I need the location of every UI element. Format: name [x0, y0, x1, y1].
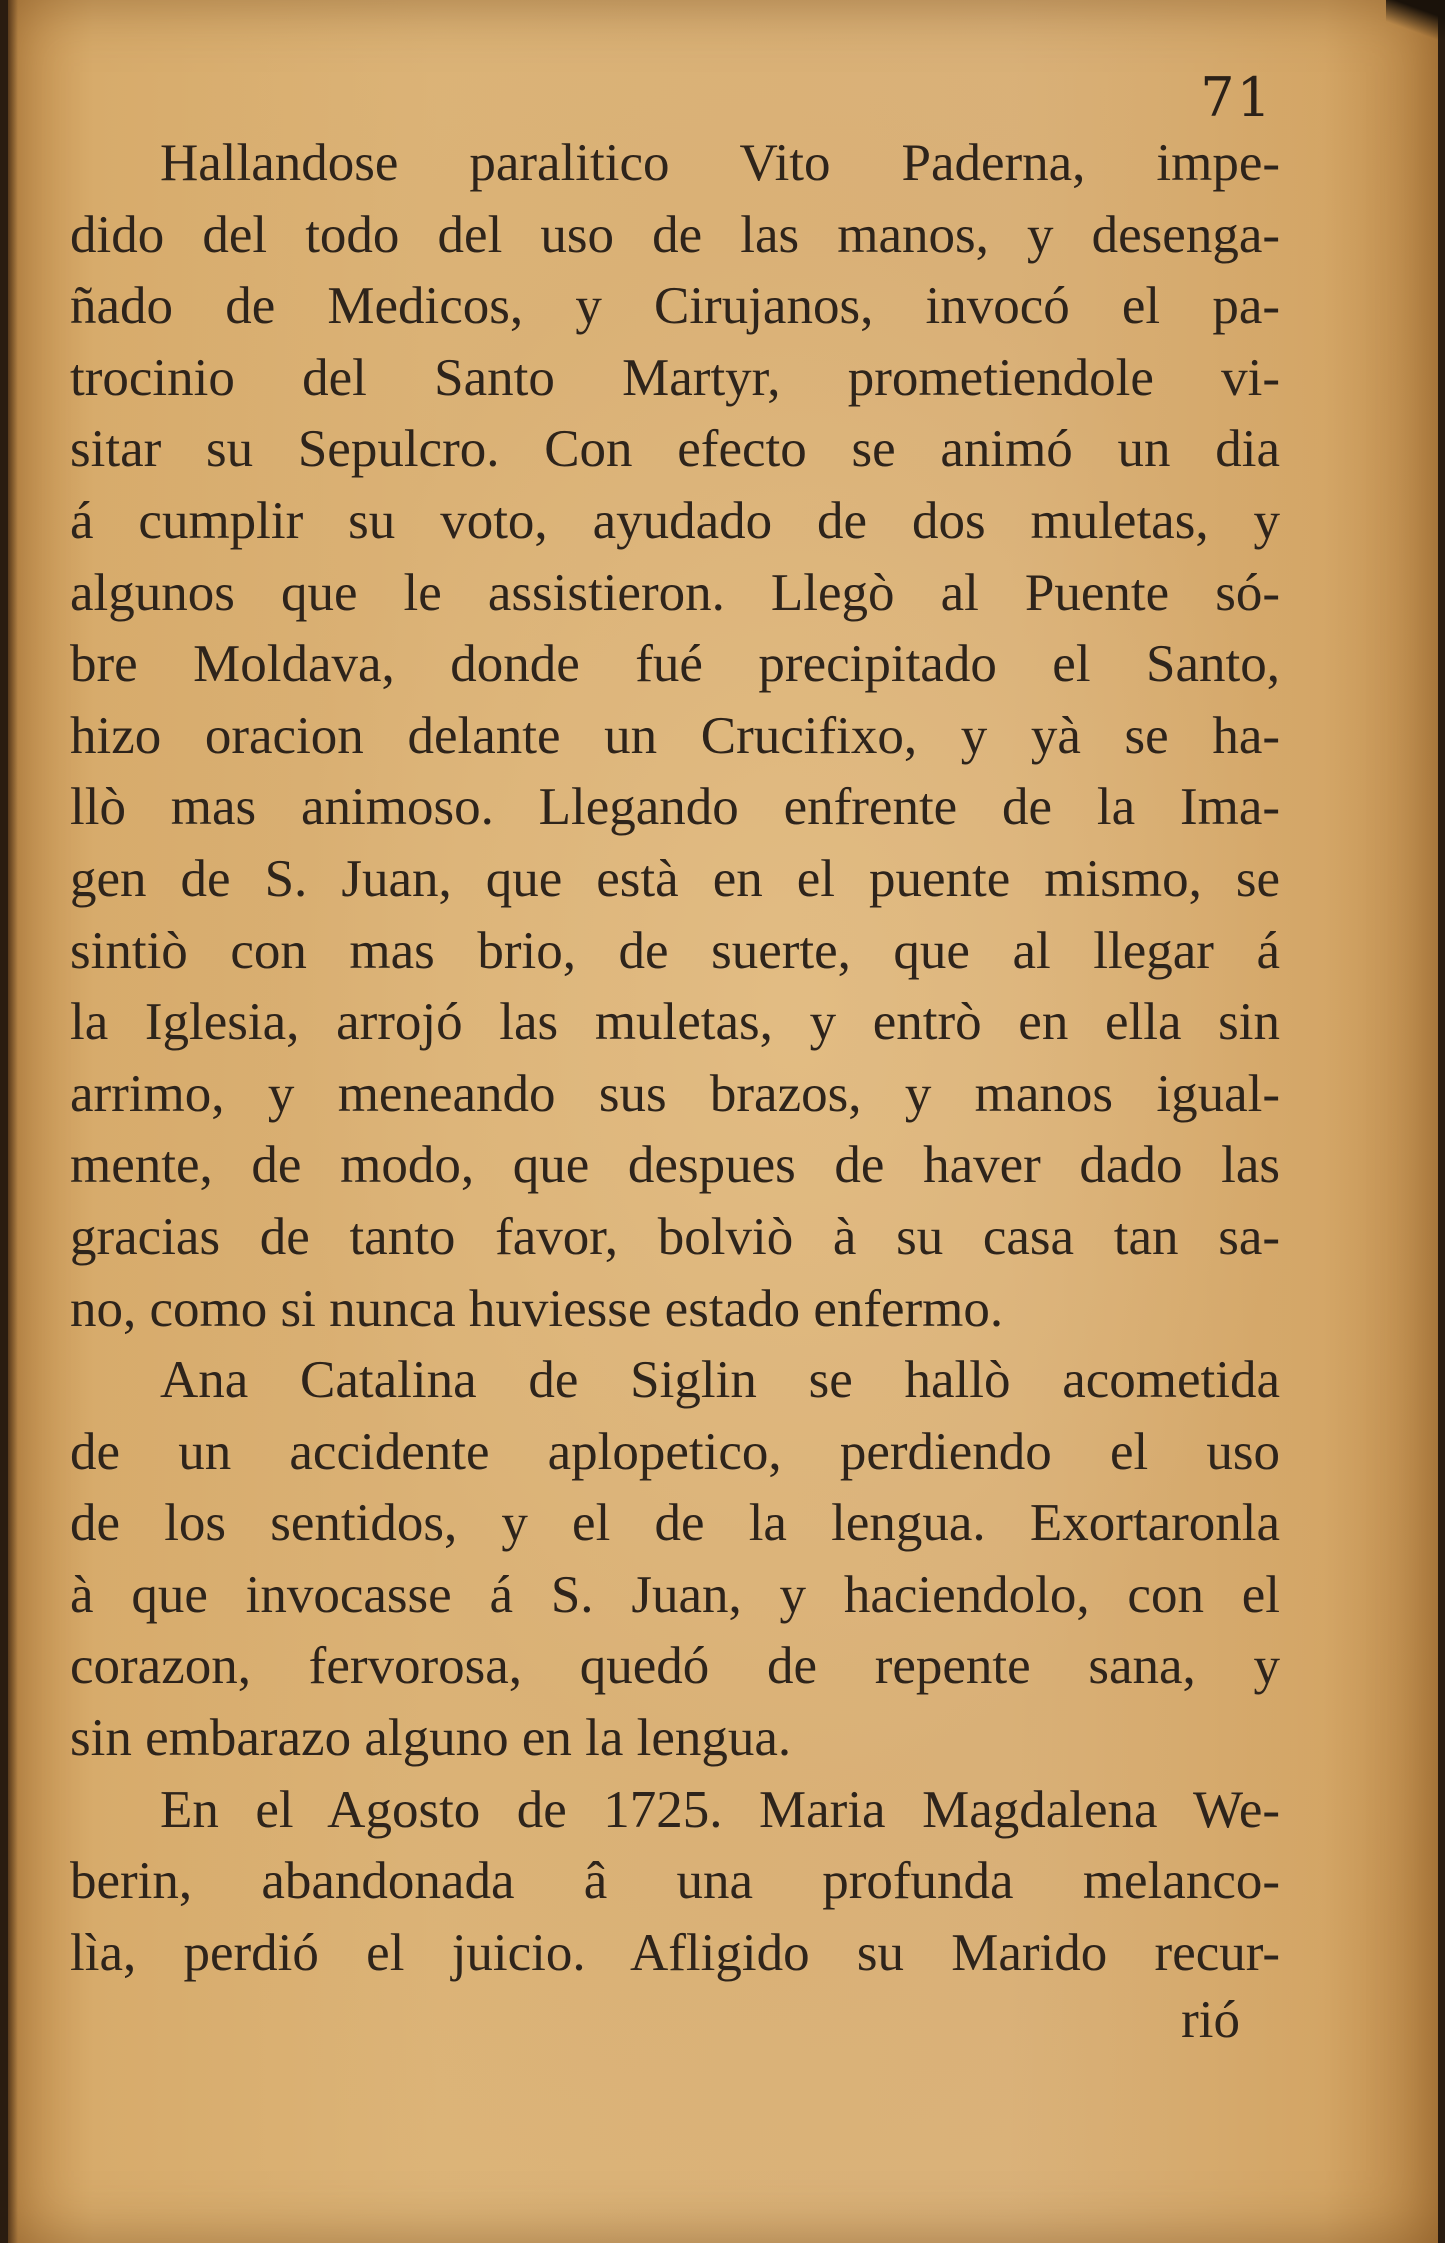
text-line: berin, abandonada â una profunda melanco- — [70, 1852, 1280, 1911]
book-page — [8, 0, 1438, 2243]
text-line: hizo oracion delante un Crucifixo, y yà se ha- — [70, 706, 1280, 765]
text-line: la Iglesia, arrojó las muletas, y entrò en ella sin — [70, 993, 1280, 1052]
text-line: Ana Catalina de Siglin se hallò acometida — [160, 1351, 1280, 1410]
text-line: ñado de Medicos, y Cirujanos, invocó el pa- — [70, 277, 1280, 336]
text-line: llò mas animoso. Llegando enfrente de la Ima- — [70, 778, 1280, 837]
text-line: algunos que le assistieron. Llegò al Puente só- — [70, 563, 1280, 622]
text-line: á cumplir su voto, ayudado de dos muletas, y — [70, 491, 1280, 550]
text-line: gen de S. Juan, que està en el puente mismo, se — [70, 849, 1280, 908]
page-text — [70, 128, 1280, 1989]
text-line: no, como si nunca huviesse estado enfermo. — [70, 1279, 1004, 1338]
text-line: mente, de modo, que despues de haver dado las — [70, 1136, 1280, 1195]
text-line: gracias de tanto favor, bolviò à su casa tan sa- — [70, 1207, 1280, 1266]
text-line: bre Moldava, donde fué precipitado el Santo, — [70, 635, 1280, 694]
text-line: de los sentidos, y el de la lengua. Exortaronla — [70, 1494, 1280, 1553]
text-line: sintiò con mas brio, de suerte, que al llegar á — [70, 921, 1280, 980]
text-line: sin embarazo alguno en la lengua. — [70, 1709, 792, 1768]
text-line: sitar su Sepulcro. Con efecto se animó un dia — [70, 420, 1280, 479]
text-line: corazon, fervorosa, quedó de repente sana, y — [70, 1637, 1280, 1696]
text-line: Hallandose paralitico Vito Paderna, impe- — [160, 134, 1280, 192]
catchword: rió — [1181, 1991, 1240, 2049]
text-line: de un accidente aplopetico, perdiendo el uso — [70, 1422, 1280, 1481]
text-line: trocinio del Santo Martyr, prometiendole vi- — [70, 348, 1280, 407]
page-corner-shadow — [1386, 0, 1445, 40]
text-line: à que invocasse á S. Juan, y haciendolo, con el — [70, 1565, 1280, 1624]
text-line: lìa, perdió el juicio. Afligido su Marido recur- — [70, 1923, 1280, 1982]
page-number: 71 — [1200, 66, 1273, 129]
text-line: dido del todo del uso de las manos, y desenga- — [70, 205, 1280, 264]
text-line: En el Agosto de 1725. Maria Magdalena We- — [160, 1780, 1280, 1839]
text-line: arrimo, y meneando sus brazos, y manos igual- — [70, 1064, 1280, 1123]
